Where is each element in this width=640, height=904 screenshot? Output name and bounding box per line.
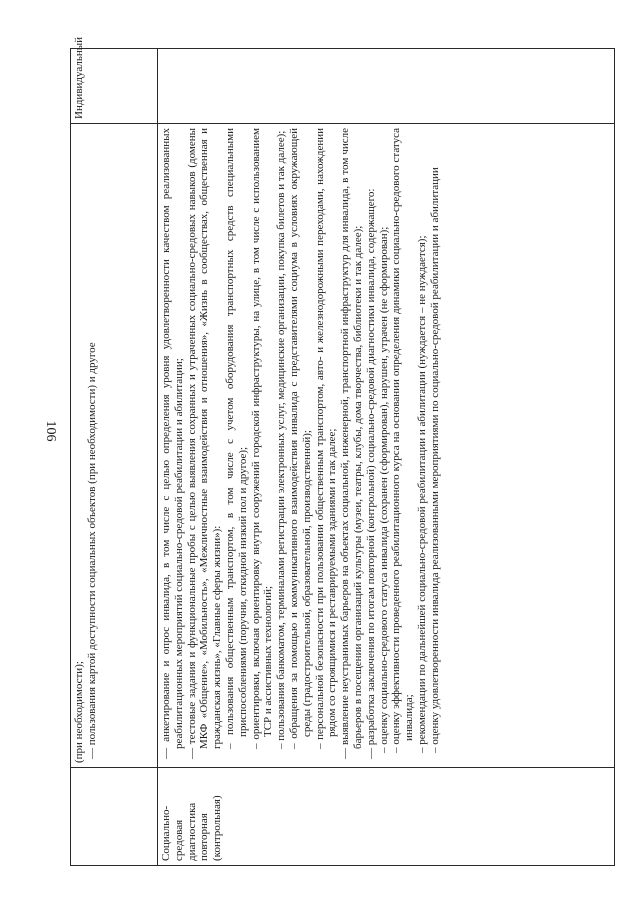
rotated-table-container — [70, 37, 615, 866]
content-line: – оценку социально-средового статуса инвалида (сохранен (сформирован), нарушен, утрачен (не сформирован); — [377, 226, 390, 753]
content-line: — выявление неустранимых барьеров на объектах социальной, инженерной, транспортной инфраструктур для инвалида, в том числе барьеров в посещении организаций культуры (музеи, театры, клубы, дома творчества, библиотеки и так далее); — [339, 128, 364, 759]
content-line: – оценку эффективности проведенного реабилитационного курса на основании определения динамики социально-средового статуса инвалида; — [390, 128, 416, 753]
page-number: 106 — [43, 420, 58, 442]
content-line: (при необходимости); — [73, 661, 85, 763]
stage-cell: Социально-средовая диагностика повторная (контрольная) — [158, 768, 615, 866]
content-line: – пользования общественным транспортом, в том числе с учетом оборудования транспортных средств специальными приспособлениями (поручни, откидной низкий пол и другое); — [223, 128, 249, 749]
form-cell: Индивидуальный — [71, 49, 158, 124]
content-line: — тестовые задания и функциональные пробы с целью выявления сохранных и утраченных социально-средовых навыков (домены МКФ «Общение», «Мобильность», «Межличностные взаимодействия и отношения», «Жизнь в сообществах, общественная и гражданская жизнь», «Главные сферы жизни»): — [185, 128, 224, 759]
content-line: – рекомендации по дальнейшей социально-средовой реабилитации и абилитации (нуждается – не нуждается); — [415, 235, 428, 753]
content-line: – персональной безопасности при пользовании общественным транспортом, авто- и железнодорожными переходами, нахождении рядом со строящимися и реставрируемыми зданиями и так далее; — [313, 128, 339, 749]
content-line: – ориентировки, включая ориентировку внутри сооружений городской инфраструктуры, на улице, в том числе с использованием ТСР и ассистивных технологий; — [249, 128, 275, 749]
content-line: – оценку удовлетворенности инвалида реализованными мероприятиями по социально-средовой реабилитации и абилитации — [428, 167, 441, 753]
content-line: — разработка заключения по итогам повторной (контрольной) социально-средовой диагностики инвалида, содержащего: — [364, 188, 377, 759]
table-row — [158, 49, 615, 866]
content-cell — [71, 124, 158, 768]
table-row — [71, 49, 158, 866]
content-line: — пользования картой доступности социальных объектов (при необходимости) и другое — [85, 342, 98, 759]
content-cell — [158, 124, 615, 768]
rehabilitation-table — [70, 37, 615, 866]
content-line: — анкетирование и опрос инвалида, в том числе с целью определения уровня удовлетворенности качеством реализованных реабилитационных мероприятий социально-средовой реабилитации и абилитации; — [160, 128, 185, 759]
content-line: – обращения за помощью и коммуникативного взаимодействия инвалида с представителями социума в условиях окружающей среды (градостроительной, образовательной, производственной); — [287, 128, 313, 749]
stage-cell-empty — [71, 768, 158, 866]
content-line: – пользования банкоматом, терминалами регистрации электронных услуг, медицинские организации, покупка билетов и так далее); — [275, 130, 288, 749]
form-cell-empty — [158, 49, 615, 124]
